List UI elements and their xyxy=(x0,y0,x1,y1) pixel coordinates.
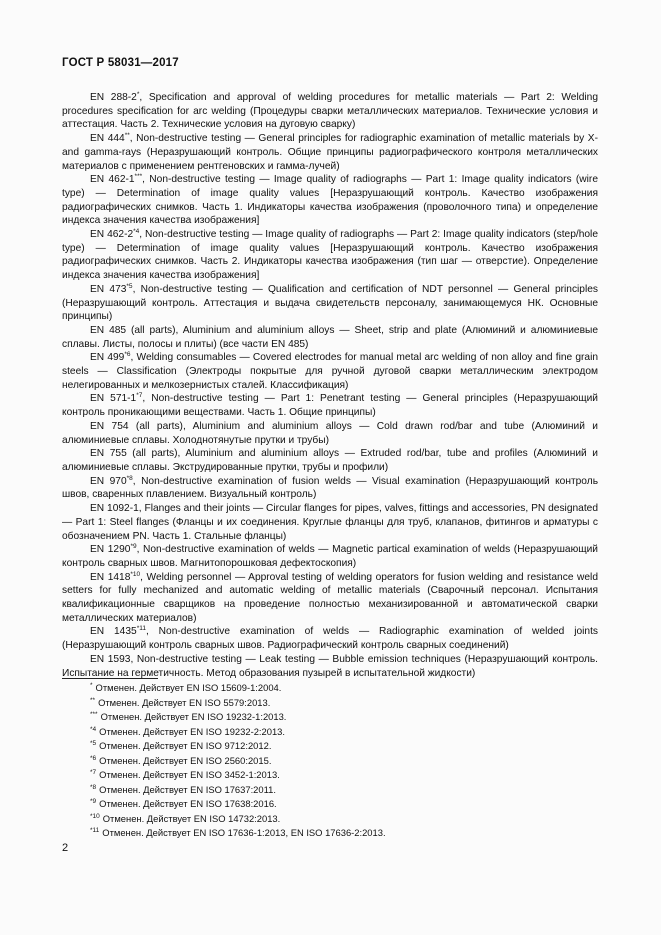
reference-title: , Non-destructive testing — Image quality of radiographs — Part 1: Image quality indicators (wire type) — Determination of image quality values [Неразрушающий контроль. Качество изображения радиографических снимков. Часть 1. Индикаторы качества изображения (проволочного типа) и определение индекса значения качества изображения] xyxy=(62,174,598,227)
footnote-text: Отменен. Действует EN ISO 14732:2013. xyxy=(102,812,281,824)
reference-entry xyxy=(62,132,598,173)
reference-entry xyxy=(62,571,598,626)
reference-code: EN 1435 xyxy=(90,626,137,638)
footnote-text: Отменен. Действует EN ISO 15609-1:2004. xyxy=(95,682,282,693)
reference-code: EN 485 (all parts) xyxy=(90,324,176,336)
reference-code: EN 288-2 xyxy=(90,92,137,103)
reference-title: , Non-destructive examination of fusion welds — Visual examination (Неразрушающий контроль швов, сваренных плавлением. Визуальный контроль) xyxy=(62,475,598,501)
reference-code: EN 462-1 xyxy=(90,174,135,186)
reference-title: , Non-destructive testing — General principles for radiographic examination of metallic materials by X- and gamma-rays (Неразрушающий контроль. Общие принципы радиографического контроля металлических материалов с применением рентгеновских и гамма-лучей) xyxy=(62,133,598,172)
footnote-text: Отменен. Действует EN ISO 19232-2:2013. xyxy=(99,725,285,737)
footnote-text: Отменен. Действует EN ISO 17636-1:2013, EN ISO 17636-2:2013. xyxy=(102,827,386,839)
footnote-mark: *8 xyxy=(90,783,97,791)
reference-entry xyxy=(62,653,598,680)
reference-code: EN 499 xyxy=(90,352,125,364)
reference-entry xyxy=(62,283,598,324)
footnote-mark: *9 xyxy=(90,798,97,806)
footnote-marker: ** xyxy=(124,132,130,140)
reference-title: , Non-destructive testing — Image quality of radiographs — Part 2: Image quality indicators (step/hole type) — Determination of image quality values [Неразрушающий контроль. Качество изображения радиографических снимков. Часть 2. Индикаторы качества изображения (тип шаг — отверстие). Определение индекса значения качества изображения] xyxy=(62,229,598,282)
footnote-marker: *9 xyxy=(130,543,137,551)
reference-title: , Non-destructive testing — Qualification and certification of NDT personnel — General principles (Неразрушающий контроль. Аттестация и выдача свидетельств персоналу, занимающемуся НК. Основные принципы) xyxy=(62,283,598,323)
reference-title: , Non-destructive examination of welds — Radiographic examination of welded joints (Неразрушающий контроль сварных швов. Радиографический контроль сварных соединений) xyxy=(62,626,598,652)
footnote xyxy=(90,696,600,711)
footnote-mark: *7 xyxy=(90,769,97,777)
footnote-mark: *10 xyxy=(90,812,100,820)
reference-code: EN 754 (all parts) xyxy=(90,420,183,432)
footnote-text: Отменен. Действует EN ISO 19232-1:2013. xyxy=(100,711,287,723)
page-number: 2 xyxy=(62,842,69,854)
reference-code: EN 444 xyxy=(90,133,125,145)
reference-title: , Welding consumables — Covered electrodes for manual metal arc welding of non alloy and fine grain steels — Classification (Электроды покрытые для ручной дуговой сварки металлическим электродом нелегированных и мелкозернистых сталей. Классификация) xyxy=(62,352,598,391)
footnotes-list xyxy=(90,681,600,841)
reference-entry xyxy=(62,324,598,351)
reference-title: , Flanges and their joints — Circular flanges for pipes, valves, fittings and accessories, PN designated — Part 1: Steel flanges (Фланцы и их соединения. Круглые фланцы для труб, клапанов, фитингов и арматуры с обозначением PN. Часть 1. Стальные фланцы) xyxy=(62,503,598,542)
reference-code: EN 473 xyxy=(90,283,127,295)
footnote-mark: *6 xyxy=(90,754,97,762)
footnote-marker: *11 xyxy=(136,625,146,633)
footnote-mark: ** xyxy=(90,696,96,704)
footnote xyxy=(90,768,600,783)
reference-entry xyxy=(62,392,598,419)
footnote-marker: *** xyxy=(134,173,143,181)
reference-title: , Aluminium and aluminium alloys — Sheet, strip and plate (Алюминий и алюминиевые сплавы. Листы, полосы и плиты) (все части EN 485) xyxy=(62,324,598,350)
reference-code: EN 462-2 xyxy=(90,229,134,241)
footnote-marker: * xyxy=(136,91,140,98)
reference-code: EN 571-1 xyxy=(90,393,137,405)
footnote-mark: *4 xyxy=(90,725,97,733)
reference-title: , Non-destructive testing — Part 1: Penetrant testing — General principles (Неразрушающий контроль проникающими веществами. Часть 1. Общие принципы) xyxy=(62,393,598,419)
reference-code: EN 1593 xyxy=(90,653,131,665)
footnote-divider xyxy=(62,678,158,679)
reference-entry xyxy=(62,447,598,474)
footnote xyxy=(90,754,600,769)
footnote-mark: *11 xyxy=(90,827,100,835)
footnote-mark: *** xyxy=(90,711,98,719)
reference-entry xyxy=(62,228,598,283)
footnote-marker: *8 xyxy=(126,474,133,482)
reference-entry xyxy=(62,625,598,652)
footnote-marker: *10 xyxy=(130,570,141,578)
footnote-marker: *4 xyxy=(133,228,140,236)
normative-references-list xyxy=(62,91,598,680)
footnote-marker: *6 xyxy=(124,351,131,359)
reference-entry xyxy=(62,475,598,502)
reference-entry xyxy=(62,351,598,392)
footnote-mark: * xyxy=(90,682,93,689)
footnote-marker: *7 xyxy=(136,392,143,400)
footnote xyxy=(90,725,600,740)
footnote xyxy=(90,826,600,841)
footnote xyxy=(90,739,600,754)
footnote-mark: *5 xyxy=(90,740,97,748)
footnote-text: Отменен. Действует EN ISO 5579:2013. xyxy=(98,696,271,708)
reference-entry xyxy=(62,173,598,228)
footnote xyxy=(90,812,600,827)
reference-entry xyxy=(62,502,598,543)
footnote-text: Отменен. Действует EN ISO 17637:2011. xyxy=(99,783,276,795)
footnote xyxy=(90,681,600,696)
reference-title: , Aluminium and aluminium alloys — Extruded rod/bar, tube and profiles (Алюминий и алюминиевые сплавы. Экструдированные прутки, трубы и профили) xyxy=(62,448,598,473)
reference-title: , Welding personnel — Approval testing of welding operators for fusion welding and resistance weld setters for fully mechanized and automatic welding of metallic materials (Сварочный персонал. Испытания квалификационные сварщиков на проведение полностью механизированной и автоматической сварки металлических материалов) xyxy=(62,571,598,624)
reference-entry xyxy=(62,420,598,447)
footnote-text: Отменен. Действует EN ISO 3452-1:2013. xyxy=(99,769,280,781)
footnote-text: Отменен. Действует EN ISO 17638:2016. xyxy=(99,798,277,810)
reference-entry xyxy=(62,543,598,570)
document-header: ГОСТ Р 58031—2017 xyxy=(62,57,179,69)
reference-title: , Specification and approval of welding procedures for metallic materials — Part 2: Welding procedures specification for arc welding (Процедуры сварки металлических материалов. Технические условия и аттестация. Часть 2. Технические условия на дуговую сварку) xyxy=(62,92,598,131)
reference-title: , Non-destructive examination of welds — Magnetic partical examination of welds (Неразрушающий контроль сварных швов. Магнитопорошковая дефектоскопия) xyxy=(62,544,598,569)
reference-code: EN 1290 xyxy=(90,544,131,556)
footnote-text: Отменен. Действует EN ISO 2560:2015. xyxy=(99,754,272,766)
reference-title: , Aluminium and aluminium alloys — Cold drawn rod/bar and tube (Алюминий и алюминиевые сплавы. Холоднотянутые прутки и трубы) xyxy=(62,420,598,446)
footnote-marker: *5 xyxy=(126,282,133,290)
footnote xyxy=(90,797,600,812)
footnote-text: Отменен. Действует EN ISO 9712:2012. xyxy=(99,740,272,752)
reference-title: , Non-destructive testing — Leak testing — Bubble emission techniques (Неразрушающий контроль. Испытание на герметичность. Метод образования пузырей в испытательной жидкости) xyxy=(62,653,598,679)
reference-code: EN 1418 xyxy=(90,571,131,583)
reference-code: EN 755 (all parts) xyxy=(90,448,178,460)
reference-code: EN 1092-1 xyxy=(90,503,139,515)
footnote xyxy=(90,710,600,725)
reference-code: EN 970 xyxy=(90,475,127,487)
footnote xyxy=(90,783,600,798)
reference-entry xyxy=(62,91,598,132)
